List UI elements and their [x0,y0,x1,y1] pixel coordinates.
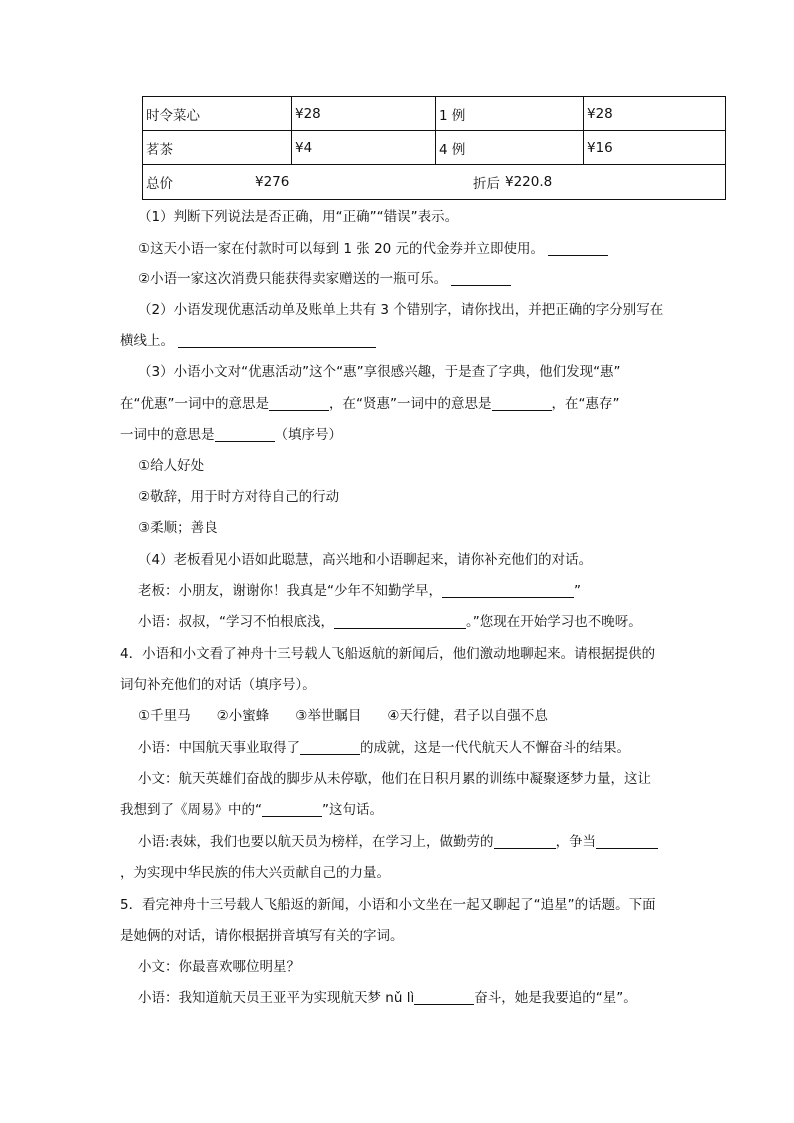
statement-text: ②小语一家这次消费只能获得卖家赠送的一瓶可乐。 [138,271,448,287]
dialogue-xiaoyu [138,989,637,1007]
dialogue-3-line-1 [138,833,658,851]
dialogue-text: 小语:表妹，我们也要以航天员为榜样，在学习上，做勤劳的 [138,834,494,850]
dialogue-text: 。”您现在开始学习也不晚呀。 [466,614,642,630]
question-text: ，在“惠存” [551,396,620,412]
answer-blank[interactable] [262,802,322,817]
problem-5-line-1: 5．看完神舟十三号载人飞船返的新闻，小语和小文坐在一起又聊起了“追星”的话题。下面 [120,897,656,913]
total-label: 总价 [146,176,173,192]
dialogue-text: 老板：小朋友，谢谢你！我真是“少年不知勤学早， [138,583,442,599]
question-text: ，在“贤惠”一词中的意思是 [329,396,492,412]
question-1: （1）判断下列说法是否正确，用“正确”“错误”表示。 [138,209,459,225]
dialogue-2-line-2 [120,801,383,819]
dialogue-text: ，争当 [555,834,597,850]
total-value: ¥276 [255,174,290,190]
problem-5-line-2: 是她俩的对话，请你根据拼音填写有关的字词。 [120,928,404,944]
subtotal-cell: ¥16 [584,131,726,165]
dialogue-1 [138,739,630,757]
answer-blank[interactable] [300,740,360,755]
answer-blank[interactable] [442,583,574,598]
answer-blank[interactable] [178,333,376,348]
answer-blank[interactable] [492,396,552,411]
subtotal-cell: ¥28 [584,97,726,131]
dialogue-text: 小语：叔叔，“学习不怕根底浅， [138,614,334,630]
unit-price-cell: ¥28 [292,97,436,131]
question-text: 横线上。 [120,333,174,349]
item-name-cell: 时令菜心 [143,97,292,131]
answer-blank[interactable] [269,396,329,411]
option-2: ②敬辞，用于时方对待自己的行动 [138,489,340,505]
answer-blank[interactable] [334,614,466,629]
dialogue-text: ” [574,583,581,599]
dialogue-text: 小语：中国航天事业取得了 [138,740,300,756]
dialogue-text: 的成就，这是一代代航天人不懈奋斗的结果。 [360,740,630,756]
table-row [143,131,726,165]
question-3-line-1: （3）小语小文对“优惠活动”这个“惠”享很感兴趣，于是查了字典，他们发现“惠” [138,364,621,380]
question-text: 在“优惠”一词中的意思是 [120,396,269,412]
option-1: ①给人好处 [138,458,205,474]
quantity-cell: 4 例 [436,131,584,165]
statement-2 [138,270,511,288]
word-options [138,707,548,725]
dialogue-2-line-1: 小文：航天英雄们奋战的脚步从未停歇，他们在日积月累的训练中凝聚逐梦力量，这让 [138,771,651,787]
answer-blank[interactable] [215,427,275,442]
option-item: ①千里马 [138,708,191,724]
item-name-cell: 茗茶 [143,131,292,165]
question-3-line-3 [120,426,342,444]
xiaoyu-dialogue [138,613,642,631]
dialogue-3-line-2: ，为实现中华民族的伟大兴贡献自己的力量。 [120,865,390,881]
answer-blank[interactable] [414,990,474,1005]
statement-1 [138,240,608,258]
question-4: （4）老板看见小语如此聪慧，高兴地和小语聊起来，请你补充他们的对话。 [138,552,593,568]
problem-4-line-1: 4．小语和小文看了神舟十三号载人飞船返航的新闻后，他们激动地聊起来。请根据提供的 [120,646,656,662]
question-2-line-1: （2）小语发现优惠活动单及账单上共有 3 个错别字，请你找出，并把正确的字分别写在 [138,302,664,318]
question-text: （填序号） [274,427,342,443]
answer-blank[interactable] [451,271,511,286]
boss-dialogue [138,582,581,600]
discount-label: 折后 [473,176,500,192]
dialogue-text: 我想到了《周易》中的“ [120,802,262,818]
dialogue-text: 小语：我知道航天员王亚平为实现航天梦 nǔ lì [138,990,415,1006]
option-3: ③柔顺；善良 [138,520,218,536]
answer-blank[interactable] [596,834,658,849]
dialogue-text: 奋斗，她是我要追的“星”。 [474,990,637,1006]
discount-value: ¥220.8 [505,174,553,190]
bill-table [142,96,726,200]
table-row [143,97,726,131]
dialogue-xiaowen: 小文：你最喜欢哪位明星？ [138,959,300,975]
unit-price-cell: ¥4 [292,131,436,165]
question-2-line-2 [120,332,376,350]
problem-4-line-2: 词句补充他们的对话（填序号）。 [120,677,316,693]
total-row [143,165,726,200]
quantity-cell: 1 例 [436,97,584,131]
question-text: 一词中的意思是 [120,427,215,443]
answer-blank[interactable] [548,241,608,256]
total-cell [143,165,726,200]
option-item: ④天行健，君子以自强不息 [387,708,548,724]
option-item: ③举世瞩目 [295,708,362,724]
option-item: ②小蜜蜂 [216,708,270,724]
answer-blank[interactable] [494,834,556,849]
dialogue-text: ”这句话。 [322,802,383,818]
question-3-line-2 [120,395,620,413]
statement-text: ①这天小语一家在付款时可以每到 1 张 20 元的代金券并立即使用。 [138,241,545,257]
